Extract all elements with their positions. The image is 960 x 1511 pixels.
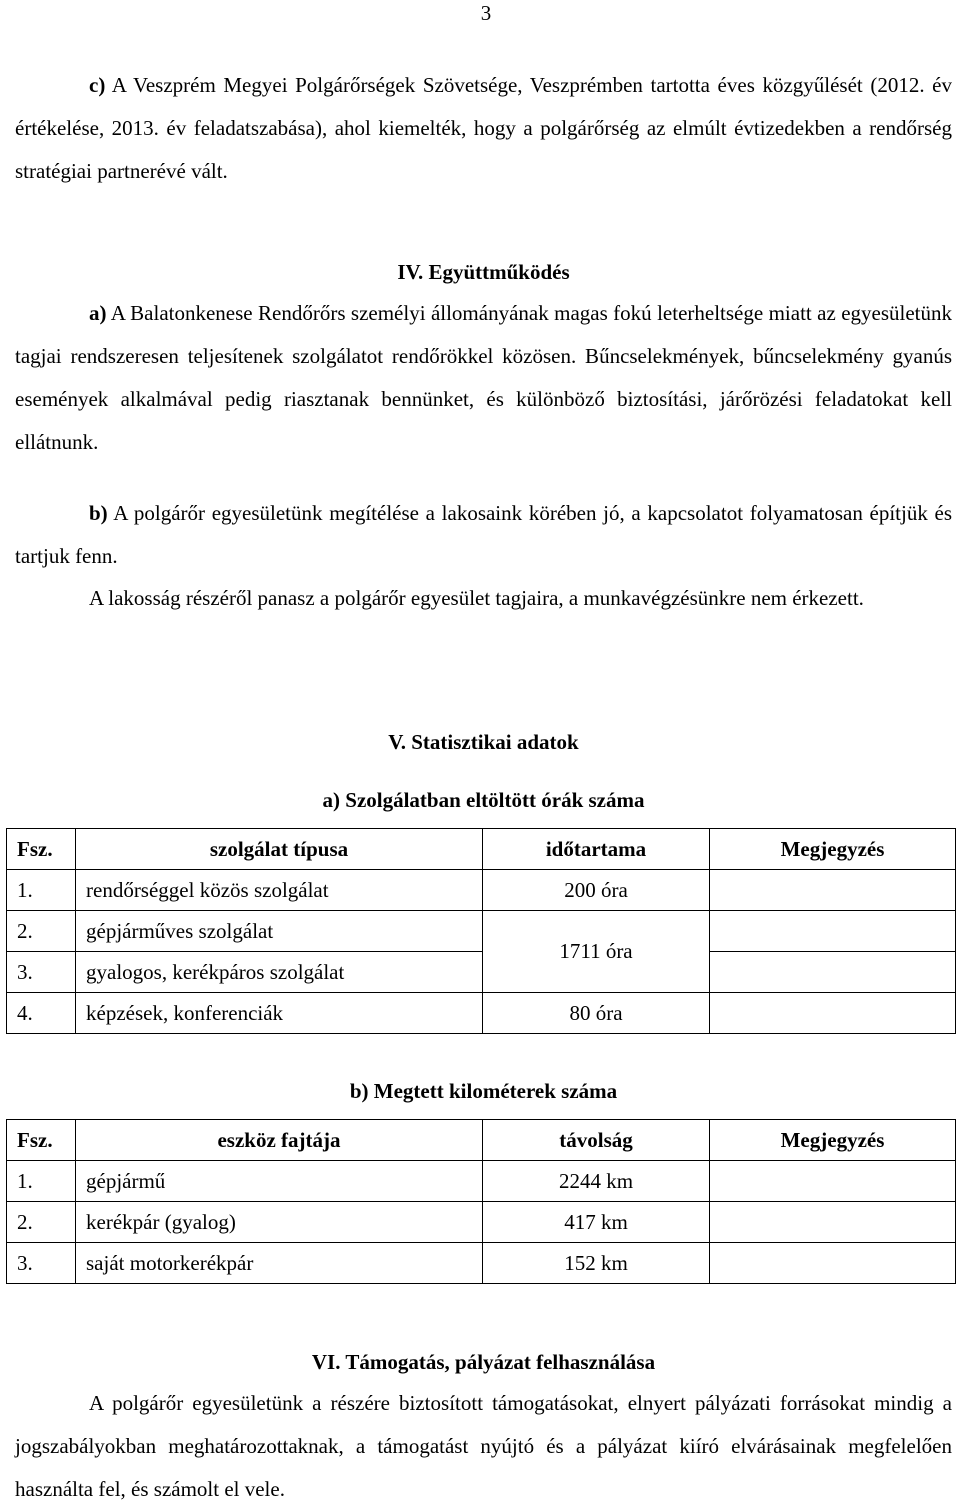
table-row: [7, 1161, 956, 1202]
section-iv-a-text: A Balatonkenese Rendőrőrs személyi állományának magas fokú leterheltsége miatt az egyesületünk tagjai rendszeresen teljesítenek szolgálatot rendőrökkel közösen. Bűncselekmények, bűncselekmény gyanús események alkalmával pedig riasztanak bennünket, és különböző biztosítási, járőrözési feladatokat kell ellátnunk.: [15, 301, 952, 454]
row-number: 2.: [7, 1202, 76, 1243]
table-row: [7, 911, 956, 952]
section-vi-paragraph: A polgárőr egyesületünk a részére biztosított támogatásokat, elnyert pályázati forrásokat mindig a jogszabályokban meghatározottaknak, a támogatást nyújtó és a pályázat kiíró elvárásainak megfelelően használta fel, és számolt el vele.: [15, 1391, 952, 1501]
row-type: kerékpár (gyalog): [76, 1202, 483, 1243]
row-duration: 80 óra: [483, 993, 710, 1034]
section-vi-heading: VI. Támogatás, pályázat felhasználása: [311, 1350, 656, 1374]
section-iv-a-label: a): [89, 301, 107, 325]
header-type: szolgálat típusa: [76, 829, 483, 870]
row-distance: 2244 km: [483, 1161, 710, 1202]
row-note: [710, 911, 956, 952]
section-iv-b-paragraph: [15, 492, 952, 578]
row-type: gépjárműves szolgálat: [76, 911, 483, 952]
row-type: saját motorkerékpár: [76, 1243, 483, 1284]
row-number: 3.: [7, 952, 76, 993]
section-iv-b-paragraph-2: A lakosság részéről panasz a polgárőr egyesület tagjaira, a munkavégzésünkre nem érkezett.: [89, 586, 864, 610]
row-number: 1.: [7, 870, 76, 911]
service-hours-table: [6, 828, 956, 1034]
row-type: gyalogos, kerékpáros szolgálat: [76, 952, 483, 993]
section-c-label: c): [89, 73, 106, 97]
section-iv-a-paragraph: [15, 292, 952, 464]
row-note: [710, 952, 956, 993]
header-fsz: Fsz.: [7, 829, 76, 870]
row-distance: 152 km: [483, 1243, 710, 1284]
table-header-row: [7, 1120, 956, 1161]
header-distance: távolság: [483, 1120, 710, 1161]
row-number: 1.: [7, 1161, 76, 1202]
section-iv-b-label: b): [89, 501, 108, 525]
row-duration-merged: 1711 óra: [483, 911, 710, 993]
section-c-paragraph: [15, 64, 952, 193]
row-distance: 417 km: [483, 1202, 710, 1243]
page-number: 3: [480, 1, 492, 25]
header-note: Megjegyzés: [710, 1120, 956, 1161]
row-note: [710, 1161, 956, 1202]
row-duration: 200 óra: [483, 870, 710, 911]
row-type: gépjármű: [76, 1161, 483, 1202]
row-number: 4.: [7, 993, 76, 1034]
section-iv-b-text: A polgárőr egyesületünk megítélése a lakosaink körében jó, a kapcsolatot folyamatosan építjük és tartjuk fenn.: [15, 501, 953, 568]
row-note: [710, 1243, 956, 1284]
row-number: 3.: [7, 1243, 76, 1284]
table-row: [7, 952, 956, 993]
row-note: [710, 993, 956, 1034]
table-row: [7, 1243, 956, 1284]
row-type: képzések, konferenciák: [76, 993, 483, 1034]
header-note: Megjegyzés: [710, 829, 956, 870]
table-row: [7, 1202, 956, 1243]
row-number: 2.: [7, 911, 76, 952]
distance-table: [6, 1119, 956, 1284]
header-duration: időtartama: [483, 829, 710, 870]
section-v-heading: V. Statisztikai adatok: [388, 730, 579, 754]
table-row: [7, 870, 956, 911]
section-c-text: A Veszprém Megyei Polgárőrségek Szövetsége, Veszprémben tartotta éves közgyűlését (2012. év értékelése, 2013. év feladatszabása), ahol kiemelték, hogy a polgárőrség az elmúlt évtizedekben a rendőrség stratégiai partnerévé vált.: [15, 73, 953, 183]
table-header-row: [7, 829, 956, 870]
table-b-title: b) Megtett kilométerek száma: [349, 1079, 618, 1103]
row-note: [710, 1202, 956, 1243]
header-fsz: Fsz.: [7, 1120, 76, 1161]
header-type: eszköz fajtája: [76, 1120, 483, 1161]
section-iv-heading: IV. Együttműködés: [397, 260, 570, 284]
row-note: [710, 870, 956, 911]
table-row: [7, 993, 956, 1034]
row-type: rendőrséggel közös szolgálat: [76, 870, 483, 911]
table-a-title: a) Szolgálatban eltöltött órák száma: [322, 788, 645, 812]
